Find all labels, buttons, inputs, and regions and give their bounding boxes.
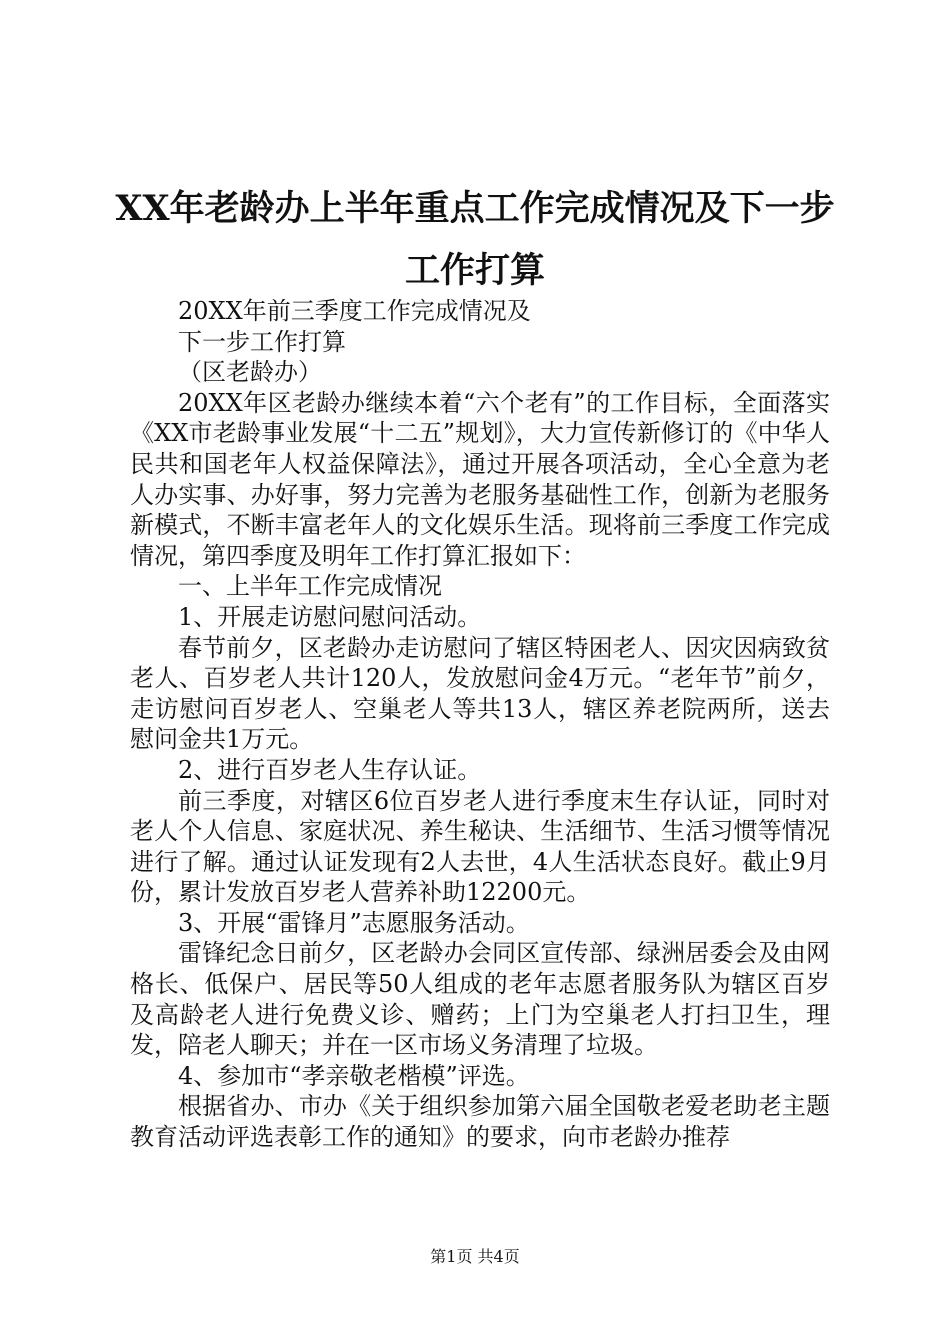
document-title: XX年老龄办上半年重点工作完成情况及下一步工作打算 — [115, 188, 835, 291]
paragraph: （区老龄办） — [178, 358, 322, 387]
subsection-heading: 1、开展走访慰问慰问活动。 — [178, 602, 482, 631]
subsection-heading: 3、开展“雷锋月”志愿服务活动。 — [178, 908, 530, 937]
paragraph: 春节前夕，区老龄办走访慰问了辖区特困老人、因灾因病致贫老人、百岁老人共计120人，发放慰问金4万元。“老年节”前夕，走访慰问百岁老人、空巢老人等共13人，辖区养老院两所，送去慰问金共1万元。 — [130, 633, 830, 754]
subsection-heading: 4、参加市“孝亲敬老楷模”评选。 — [178, 1061, 530, 1090]
paragraph: 前三季度，对辖区6位百岁老人进行季度末生存认证，同时对老人个人信息、家庭状况、养生秘诀、生活细节、生活习惯等情况进行了解。通过认证发现有2人去世，4人生活状态良好。截止9月份，累计发放百岁老人营养补助12200元。 — [130, 786, 830, 907]
paragraph: 雷锋纪念日前夕，区老龄办会同区宣传部、绿洲居委会及由网格长、低保户、居民等50人组成的老年志愿者服务队为辖区百岁及高龄老人进行免费义诊、赠药；上门为空巢老人打扫卫生，理发，陪老人聊天；并在一区市场义务清理了垃圾。 — [130, 939, 830, 1060]
document-body — [130, 296, 830, 1153]
paragraph: 20XX年前三季度工作完成情况及 — [178, 297, 531, 325]
page-number-footer: 第1页 共4页 — [430, 1247, 520, 1266]
paragraph: 下一步工作打算 — [178, 327, 346, 356]
subsection-heading: 2、进行百岁老人生存认证。 — [178, 755, 482, 784]
paragraph: 20XX年区老龄办继续本着“六个老有”的工作目标，全面落实《XX市老龄事业发展“十二五”规划》，大力宣传新修订的《中华人民共和国老年人权益保障法》，通过开展各项活动，全心全意为老人办实事、办好事，努力完善为老服务基础性工作，创新为老服务新模式，不断丰富老年人的文化娱乐生活。现将前三季度工作完成情况，第四季度及明年工作打算汇报如下： — [130, 388, 830, 570]
paragraph: 根据省办、市办《关于组织参加第六届全国敬老爱老助老主题教育活动评选表彰工作的通知》的要求，向市老龄办推荐 — [130, 1092, 830, 1152]
section-heading: 一、上半年工作完成情况 — [178, 572, 442, 601]
